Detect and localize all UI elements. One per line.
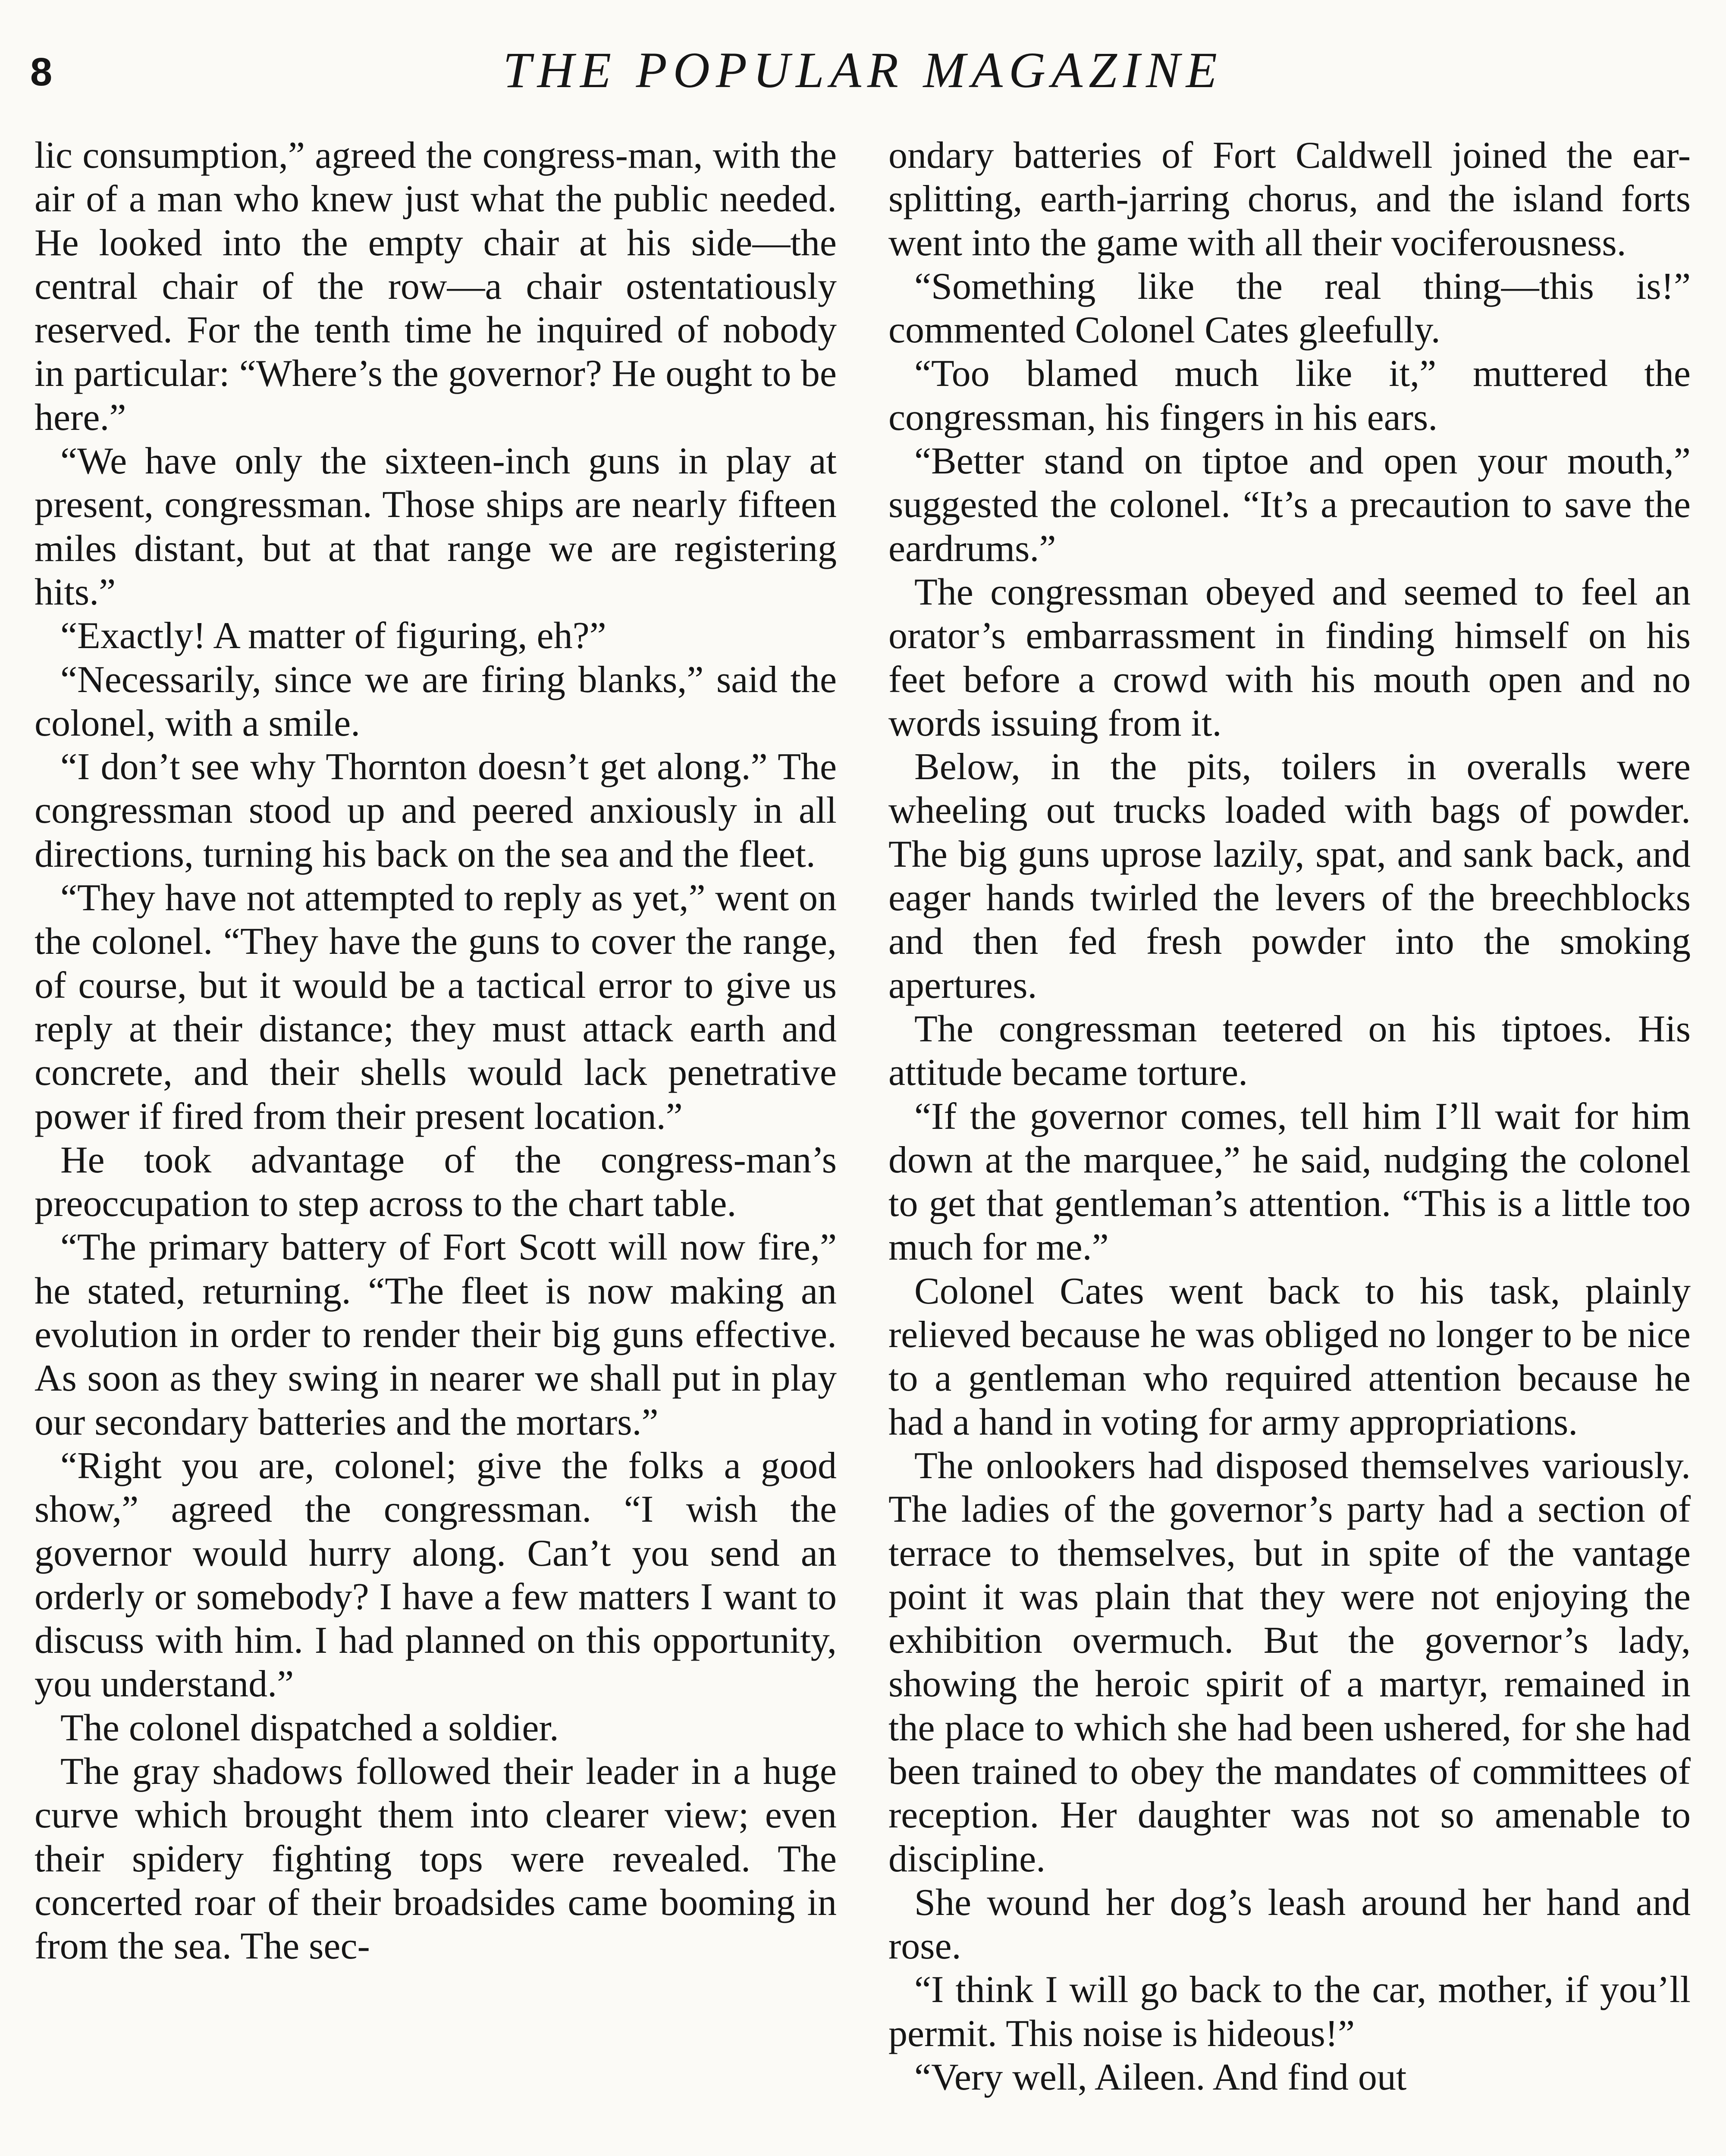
paragraph: “We have only the sixteen-inch guns in play at present, congressman. Those ships are nearly fifteen miles distant, but at that range we are registering hits.”	[35, 440, 837, 613]
paragraph: Below, in the pits, toilers in overalls were wheeling out trucks loaded with bags of powder. The big guns uprose lazily, spat, and sank back, and eager hands twirled the levers of the breechblocks and then fed fresh powder into the smoking apertures.	[888, 746, 1691, 1006]
page-number: 8	[30, 50, 53, 94]
paragraph: “Necessarily, since we are firing blanks,” said the colonel, with a smile.	[35, 658, 837, 744]
paragraph: lic consumption,” agreed the congress-man, with the air of a man who knew just what the public needed. He looked into the empty chair at his side—the central chair of the row—a chair ostentatiously reserved. For the tenth time he inquired of nobody in particular: “Where’s the governor? He ought to be here.”	[35, 135, 837, 439]
page-header	[0, 41, 1726, 110]
paragraph: “I don’t see why Thornton doesn’t get along.” The congressman stood up and peered anxiously in all directions, turning his back on the sea and the fleet.	[35, 746, 837, 875]
paragraph: “Something like the real thing—this is!” commented Colonel Cates gleefully.	[888, 265, 1691, 351]
paragraph: The congressman teetered on his tiptoes. His attitude became torture.	[888, 1008, 1691, 1094]
paragraph: “Very well, Aileen. And find out	[914, 2056, 1407, 2099]
right-text-column	[888, 134, 1691, 2156]
paragraph: “The primary battery of Fort Scott will now fire,” he stated, returning. “The fleet is now making an evolution in order to render their big guns effective. As soon as they swing in nearer we shall put in play our secondary batteries and the mortars.”	[35, 1226, 837, 1443]
paragraph: “Right you are, colonel; give the folks a good show,” agreed the congressman. “I wish the governor would hurry along. Can’t you send an orderly or somebody? I have a few matters I want to discuss with him. I had planned on this opportunity, you understand.”	[35, 1445, 837, 1705]
paragraph: “Better stand on tiptoe and open your mouth,” suggested the colonel. “It’s a precaution to save the eardrums.”	[888, 440, 1691, 570]
paragraph: The onlookers had disposed themselves variously. The ladies of the governor’s party had a section of terrace to themselves, but in spite of the vantage point it was plain that they were not enjoying the exhibition overmuch. But the governor’s lady, showing the heroic spirit of a martyr, remained in the place to which she had been ushered, for she had been trained to obey the mandates of committees of reception. Her daughter was not so amenable to discipline.	[888, 1445, 1691, 1880]
paragraph: The congressman obeyed and seemed to feel an orator’s embarrassment in finding himself on his feet before a crowd with his mouth open and no words issuing from it.	[888, 571, 1691, 744]
paragraph: Colonel Cates went back to his task, plainly relieved because he was obliged no longer to be nice to a gentleman who required attention because he had a hand in voting for army appropriations.	[888, 1270, 1691, 1443]
paragraph: The colonel dispatched a soldier.	[60, 1707, 559, 1749]
magazine-title: THE POPULAR MAGAZINE	[503, 42, 1223, 98]
left-text-column	[35, 134, 837, 2156]
paragraph: She wound her dog’s leash around her hand and rose.	[888, 1881, 1691, 1968]
paragraph: “They have not attempted to reply as yet,” went on the colonel. “They have the guns to cover the range, of course, but it would be a tactical error to give us reply at their distance; they must attack earth and concrete, and their shells would lack penetrative power if fired from their present location.”	[35, 877, 837, 1138]
paragraph: He took advantage of the congress-man’s preoccupation to step across to the chart table.	[35, 1139, 837, 1225]
paragraph: “Too blamed much like it,” muttered the congressman, his fingers in his ears.	[888, 353, 1691, 439]
paragraph: ondary batteries of Fort Caldwell joined the ear-splitting, earth-jarring chorus, and the island forts went into the game with all their vociferousness.	[888, 135, 1691, 264]
paragraph: “I think I will go back to the car, mother, if you’ll permit. This noise is hideous!”	[888, 1969, 1691, 2055]
paragraph: “If the governor comes, tell him I’ll wait for him down at the marquee,” he said, nudging the colonel to get that gentleman’s attention. “This is a little too much for me.”	[888, 1095, 1691, 1269]
paragraph: “Exactly! A matter of figuring, eh?”	[60, 615, 606, 657]
paragraph: The gray shadows followed their leader in a huge curve which brought them into clearer view; even their spidery fighting tops were revealed. The concerted roar of their broadsides came booming in from the sea. The sec-	[35, 1750, 837, 1968]
